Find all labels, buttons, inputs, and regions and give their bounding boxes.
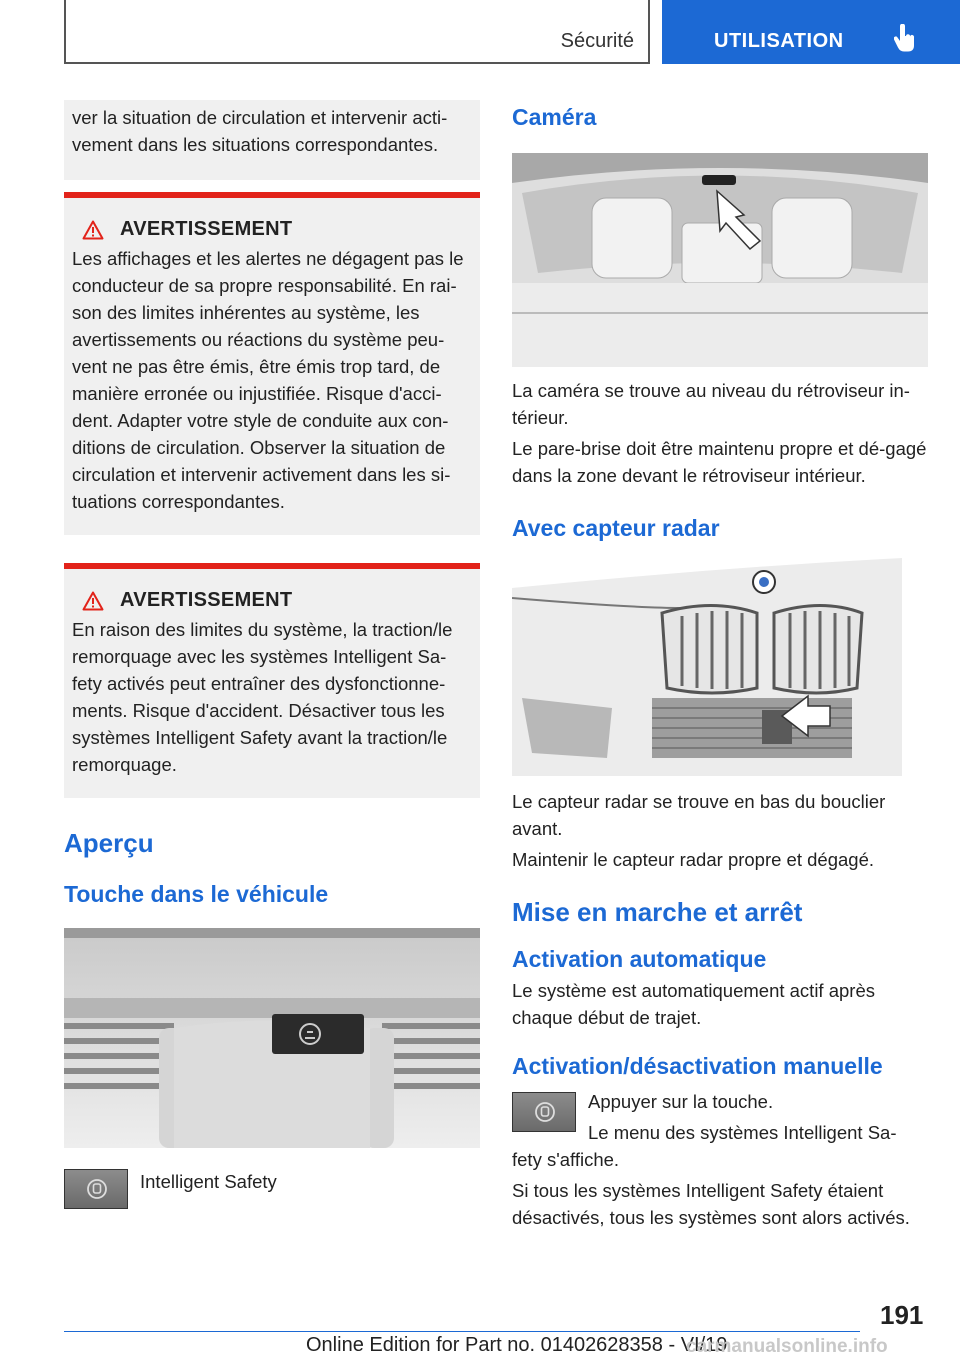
warning-text: En raison des limites du système, la traction/le remorquage avec les systèmes Intelligent Sa-fety activés peut entraîner des dysfonctionne-ments. Risque d'accident. Désactiver tous les systèmes Intelligent Safety avant la traction/le remorquage. <box>72 619 453 775</box>
camera-text-1: La caméra se trouve au niveau du rétroviseur in-térieur. <box>512 380 910 428</box>
manual-text-3: Si tous les systèmes Intelligent Safety étaient désactivés, tous les systèmes sont alors activés. <box>512 1180 910 1228</box>
auto-activation-text: Le système est automatiquement actif après chaque début de trajet. <box>512 980 875 1028</box>
radar-text-2: Maintenir le capteur radar propre et dégagé. <box>512 849 874 870</box>
heading-mise-en-marche: Mise en marche et arrêt <box>512 897 803 927</box>
footer-divider <box>64 1331 860 1332</box>
manual-text-2-line1: Le menu des systèmes Intelligent Sa- <box>588 1122 897 1143</box>
footer-watermark: carmanualsonline.info <box>686 1336 888 1357</box>
right-column <box>512 100 928 1231</box>
heading-touche: Touche dans le véhicule <box>64 881 329 907</box>
header-section-title: Sécurité <box>560 30 634 52</box>
header-chapter-title: UTILISATION <box>714 30 844 52</box>
warning-triangle-icon <box>82 220 104 240</box>
heading-activation-auto: Activation automatique <box>512 946 767 972</box>
header-section-box <box>64 0 650 64</box>
manual-text-2-line2: fety s'affiche. <box>512 1149 620 1170</box>
heading-apercu: Aperçu <box>64 828 154 858</box>
left-column <box>64 100 480 1228</box>
warning-title: AVERTISSEMENT <box>120 218 293 240</box>
warning-continued-text: ver la situation de circulation et intervenir acti-vement dans les situations correspondantes. <box>72 107 448 155</box>
heading-activation-manual: Activation/désactivation manuelle <box>512 1053 883 1079</box>
hand-pointer-icon <box>894 24 916 54</box>
warning-box-2 <box>64 563 480 798</box>
camera-text-2: Le pare-brise doit être maintenu propre et dé-gagé dans la zone devant le rétroviseur intérieur. <box>512 438 927 486</box>
footer-edition: Online Edition for Part no. 01402628358 - VI/19 <box>306 1334 728 1356</box>
radar-text-1: Le capteur radar se trouve en bas du bouclier avant. <box>512 791 886 839</box>
radar-sensor-image <box>512 558 928 776</box>
intelligent-safety-button-icon <box>64 1169 128 1209</box>
heading-radar: Avec capteur radar <box>512 515 720 541</box>
button-caption: Intelligent Safety <box>140 1171 277 1192</box>
manual-text-1: Appuyer sur la touche. <box>588 1091 774 1112</box>
intelligent-safety-button-icon <box>512 1092 576 1132</box>
warning-title: AVERTISSEMENT <box>120 589 293 611</box>
warning-text: Les affichages et les alertes ne dégagent pas le conducteur de sa propre responsabilité. En rai-son des limites inhérentes au système, les avertissements ou réactions du système peu-vent ne pas être émis, être émis trop tard, de manière erronée ou injustifiée. Risque d'acci-dent. Adapter votre style de conduite aux con-ditions de circulation. Observer la situation de circulation et intervenir activement dans les si-tuations correspondantes. <box>72 248 464 512</box>
header-chapter-tab <box>662 0 960 64</box>
warning-box-1 <box>64 192 480 535</box>
heading-camera: Caméra <box>512 104 597 130</box>
dashboard-button-image <box>64 928 480 1148</box>
camera-location-image <box>512 153 928 367</box>
warning-triangle-icon <box>82 591 104 611</box>
page-number: 191 <box>880 1300 924 1330</box>
warning-box-continued <box>64 100 480 180</box>
